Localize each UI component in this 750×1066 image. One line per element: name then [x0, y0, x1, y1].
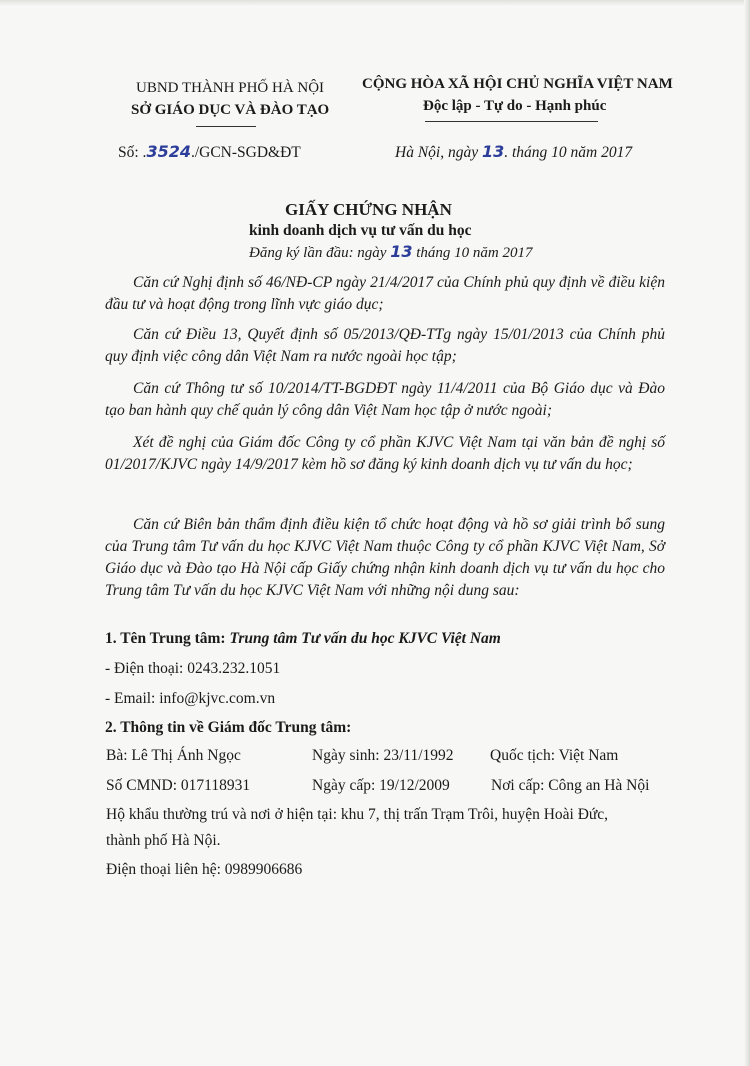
org-line-1: UBND THÀNH PHỐ HÀ NỘI — [136, 80, 325, 96]
center-name: Trung tâm Tư vấn du học KJVC Việt Nam — [229, 630, 501, 647]
date-day-handwritten: 13 — [481, 142, 505, 161]
certificate-subtitle: kinh doanh dịch vụ tư vấn du học — [249, 222, 472, 239]
date-suffix: . tháng 10 năm 2017 — [504, 144, 633, 161]
preamble-paragraph: Căn cứ Điều 13, Quyết định số 05/2013/QĐ-TTg ngày 15/01/2013 của Chính phủ quy định việc công dân Việt Nam ra nước ngoài học tập; — [105, 326, 665, 365]
date-prefix: Hà Nội, ngày — [395, 144, 479, 161]
section2-heading: 2. Thông tin về Giám đốc Trung tâm: — [105, 719, 352, 736]
org-underline — [196, 126, 256, 127]
scan-top-edge — [0, 0, 750, 6]
center-phone: - Điện thoại: 0243.232.1051 — [105, 660, 281, 677]
director-nationality: Quốc tịch: Việt Nam — [490, 747, 619, 764]
number-suffix: ./GCN-SGD&ĐT — [190, 144, 301, 161]
preamble-paragraph: Xét đề nghị của Giám đốc Công ty cổ phần KJVC Việt Nam tại văn bản đề nghị số 01/2017/KJVC ngày 14/9/2017 kèm hồ sơ đăng ký kinh doanh dịch vụ tư vấn du học; — [105, 434, 665, 473]
center-email: - Email: info@kjvc.com.vn — [105, 690, 276, 707]
nation-line-2: Độc lập - Tự do - Hạnh phúc — [423, 98, 607, 114]
director-address-line2: thành phố Hà Nội. — [106, 832, 221, 849]
director-contact-phone: Điện thoại liên hệ: 0989906686 — [106, 861, 303, 878]
org-line-2: SỞ GIÁO DỤC VÀ ĐÀO TẠO — [131, 102, 330, 118]
director-issue-place: Nơi cấp: Công an Hà Nội — [491, 777, 650, 794]
director-dob: Ngày sinh: 23/11/1992 — [312, 747, 454, 764]
certificate-title: GIẤY CHỨNG NHẬN — [285, 200, 452, 219]
number-prefix: Số: . — [118, 144, 147, 161]
section1-label: 1. Tên Trung tâm — [105, 630, 221, 647]
nation-underline — [425, 121, 598, 122]
number-handwritten: 3524 — [146, 142, 191, 161]
preamble-paragraph: Căn cứ Biên bản thẩm định điều kiện tổ chức hoạt động và hồ sơ giải trình bổ sung của Trung tâm Tư vấn du học KJVC Việt Nam thuộc Công ty cổ phần KJVC Việt Nam, Sở Giáo dục và Đào tạo Hà Nội cấp Giấy chứng nhận kinh doanh dịch vụ tư vấn du học cho Trung tâm Tư vấn du học KJVC Việt Nam với những nội dung sau: — [105, 516, 665, 599]
director-address-line1: Hộ khẩu thường trú và nơi ở hiện tại: khu 7, thị trấn Trạm Trôi, huyện Hoài Đức, — [106, 806, 609, 823]
director-id-number: Số CMND: 017118931 — [106, 777, 251, 794]
scan-right-edge — [744, 0, 750, 1066]
preamble-paragraph: Căn cứ Thông tư số 10/2014/TT-BGDĐT ngày 11/4/2011 của Bộ Giáo dục và Đào tạo ban hành quy chế quản lý công dân Việt Nam học tập ở nước ngoài; — [105, 380, 665, 419]
reg-suffix: tháng 10 năm 2017 — [416, 245, 533, 261]
preamble-paragraph: Căn cứ Nghị định số 46/NĐ-CP ngày 21/4/2017 của Chính phủ quy định về điều kiện đầu tư và hoạt động trong lĩnh vực giáo dục; — [105, 274, 665, 313]
director-issue-date: Ngày cấp: 19/12/2009 — [312, 777, 450, 794]
reg-day-handwritten: 13 — [390, 242, 413, 261]
document-number — [118, 142, 301, 162]
section1-heading: 1. Tên Trung tâm: Trung tâm Tư vấn du học KJVC Việt Nam — [105, 630, 501, 647]
reg-prefix: Đăng ký lần đầu: ngày — [249, 245, 387, 261]
registration-date — [249, 242, 532, 262]
director-name: Bà: Lê Thị Ánh Ngọc — [106, 747, 241, 764]
nation-line-1: CỘNG HÒA XÃ HỘI CHỦ NGHĨA VIỆT NAM — [362, 76, 673, 92]
document-date — [395, 142, 632, 162]
